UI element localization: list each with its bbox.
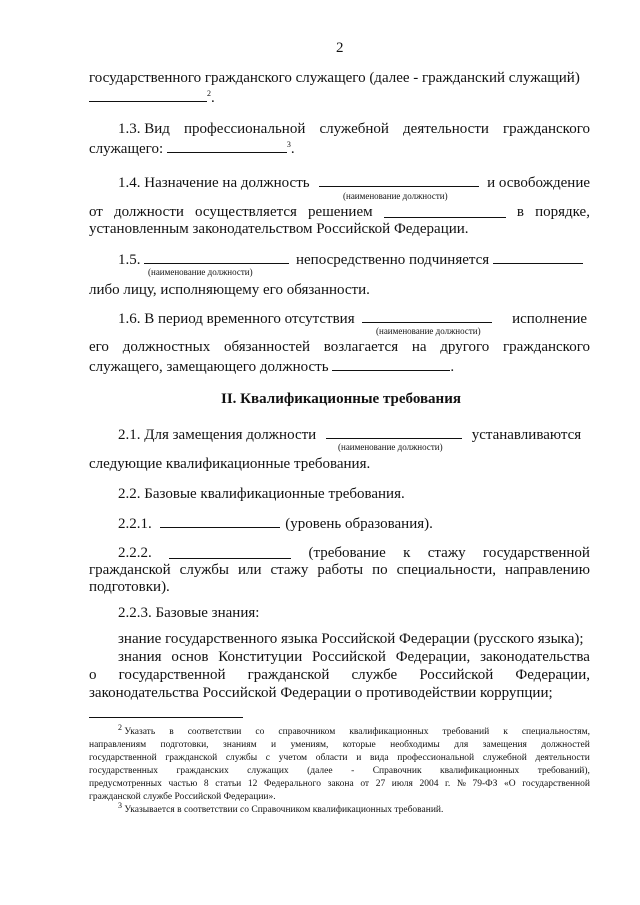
page-number: 2 [336,40,344,56]
paragraph-1-5-line-1: 1.5. непосредственно подчиняется [118,250,583,269]
paragraph-1-3-line-2: служащего: $^3$. [89,140,295,157]
footnote-3: $^3$ Указывается в соответствии со Справочником квалификационных требований. [118,800,444,815]
knowledge-item-2-line-1: знания основ Конституции Российской Федерации, законодательства [118,649,590,665]
experience-field[interactable] [169,545,291,559]
paragraph-1-4-line-3: установленным законодательством Российской Федерации. [89,221,469,237]
footnote-2-line-1: $^2$ Указать в соответствии со справочником квалификационных требований к специальностям, [118,722,590,737]
paragraph-1-6-line-1: 1.6. В период временного отсутствия исполнение [118,311,588,327]
paragraph-1-4-line-2: от должности осуществляется решением в порядке, [89,204,590,220]
paragraph-1-line-1: государственного гражданского служащего (далее - гражданский служащий) [89,70,580,86]
footnote-2-line-2: направлениям подготовки, знаниям и умениям, которые необходимы для замещения должностей [89,740,590,750]
footnote-mark: 3 [118,800,122,810]
blank-field[interactable] [332,357,450,371]
field-caption: (наименование должности) [376,326,481,336]
footnote-2-line-4: государственных гражданских служащих (далее - Справочник квалификационных требований), [89,766,590,776]
footnote-ref: 2 [207,89,211,98]
paragraph-2-2-2-line-3: подготовки). [89,579,170,595]
footnote-2-line-5: предусмотренных частью 8 статьи 12 Федерального закона от 27 июля 2004 г. № 79-ФЗ «О государственной [89,779,590,789]
paragraph-2-2-2-line-1: 2.2.2. (требование к стажу государственной [118,545,590,561]
paragraph-1-4-line-1: 1.4. Назначение на должность и освобождение [118,175,591,191]
blank-field[interactable] [167,139,287,153]
blank-field[interactable] [89,88,207,102]
paragraph-2-2-3-title: 2.2.3. Базовые знания: [118,605,260,621]
position-name-field[interactable] [144,250,289,264]
position-name-field[interactable] [326,425,462,439]
section-heading: II. Квалификационные требования [221,391,461,407]
field-caption: (наименование должности) [148,267,253,277]
footnote-2-line-6: гражданской службе Российской Федерации». [89,792,276,802]
knowledge-item-2-line-2: о государственной гражданской службе Российской Федерации, [89,667,590,683]
paragraph-1-line-2: $^2$. [89,88,215,107]
education-level-field[interactable] [160,514,280,528]
field-caption: (наименование должности) [343,191,448,201]
position-name-field[interactable] [362,309,492,323]
field-caption: (наименование должности) [338,442,443,452]
position-name-field[interactable] [319,173,479,187]
footnote-separator [89,717,243,718]
paragraph-1-6-line-3: служащего, замещающего должность . [89,359,455,375]
blank-field[interactable] [384,204,506,218]
knowledge-item-2-line-3: законодательства Российской Федерации о противодействии коррупции; [89,685,553,701]
paragraph-2-2-2-line-2: гражданской службы или стажу работы по специальности, направлению [89,562,590,578]
paragraph-1-3-line-1: 1.3. Вид профессиональной служебной деятельности гражданского [118,121,590,137]
paragraph-2-2: 2.2. Базовые квалификационные требования. [118,486,405,502]
paragraph-2-1-line-1: 2.1. Для замещения должности устанавливаются [118,427,582,443]
paragraph-1-5-line-2: либо лицу, исполняющему его обязанности. [89,282,370,298]
paragraph-2-2-1: 2.2.1. (уровень образования). [118,516,433,532]
paragraph-1-6-line-2: его должностных обязанностей возлагается на другого гражданского [89,339,590,355]
blank-field[interactable] [493,250,583,264]
footnote-ref: 3 [286,140,291,149]
knowledge-item-1: знание государственного языка Российской Федерации (русского языка); [118,631,584,647]
paragraph-2-1-line-2: следующие квалификационные требования. [89,456,371,472]
footnote-2-line-3: государственной гражданской службы с учетом области и вида профессиональной служебной деятельности [89,753,590,763]
footnote-mark: 2 [118,722,122,732]
